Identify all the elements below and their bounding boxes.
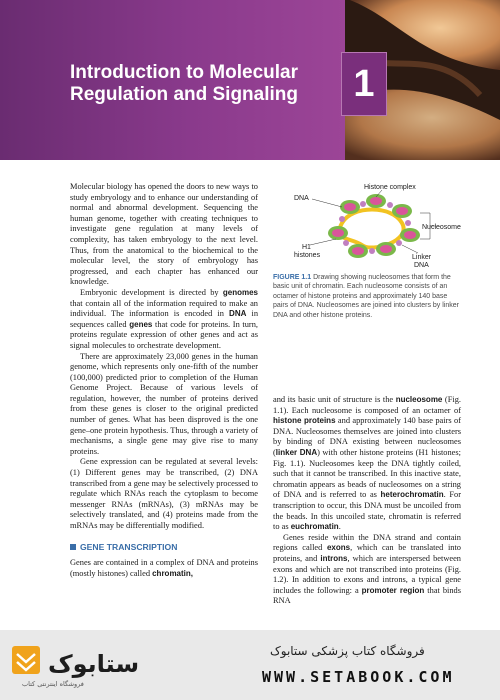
figure-caption-label: FIGURE 1.1 (273, 274, 312, 281)
key-term: euchromatin (290, 522, 339, 532)
left-column (70, 182, 258, 579)
key-term: exons (326, 543, 351, 553)
store-name: فروشگاه کتاب پزشکی ستابوک (270, 644, 425, 658)
key-term: chromatin, (152, 568, 194, 578)
key-term: promoter region (361, 585, 425, 595)
figure-label: Histone complex (364, 184, 416, 191)
chapter-banner (0, 0, 500, 160)
right-column (273, 395, 461, 607)
paragraph: Gene expression can be regulated at several levels: (1) Different genes may be transcribed, (2) DNA transcribed from a gene may be selectively processed to regulate which RNAs reach the cytoplasm to become messenger RNAs (mRNAs), (3) mRNAs may be selectively translated, and (4) proteins made from the mRNAs may be differentially modified. (70, 457, 258, 530)
key-term: introns (320, 553, 348, 563)
paragraph: Embryonic development is directed by genomes that contain all of the information required to make an individual. The information is encoded in DNA in sequences called genes that code for proteins. In turn, proteins regulate expression of other genes and act as signal molecules to orchestrate development. (70, 287, 259, 350)
paragraph: There are approximately 23,000 genes in the human genome, which represents only one-fifth of the number (100,000) predicted prior to completion of the Human Genome Project. Because of various levels of regulation, however, the number of proteins derived from these genes is closer to the original predicted number of genes. What has been disproved is the one gene–one protein hypothesis. Thus, through a variety of mechanisms, a single gene may give rise to many proteins. (70, 351, 258, 456)
paragraph: and its basic unit of structure is the nucleosome (Fig. 1.1). Each nucleosome is composed of an octamer of histone proteins and approximately 140 base pairs of DNA. Nucleosomes themselves are joined into clusters by binding of DNA existing between nucleosomes (linker DNA) with other histone proteins (H1 histones; Fig. 1.1). Nucleosomes keep the DNA tightly coiled, such that it cannot be transcribed. In this inactive state, chromatin appears as beads of nucleosomes on a string of DNA and is referred to as heterochromatin. For transcription to occur, this DNA must be uncoiled from the beads. In this uncoiled state, chromatin is referred to as euchromatin. (273, 395, 462, 532)
key-term: linker DNA (275, 447, 318, 457)
nucleosome-figure (272, 183, 462, 271)
dna-strand (339, 210, 404, 248)
paragraph: Genes are contained in a complex of DNA and proteins (mostly histones) called chromatin, (70, 558, 258, 578)
key-term: genes (129, 319, 153, 329)
key-term: heterochromatin (380, 490, 444, 500)
key-term: DNA (229, 309, 247, 319)
figure-label: histones (294, 252, 321, 259)
heading-square-icon (70, 544, 76, 550)
chapter-number: 1 (341, 52, 387, 116)
footer-watermark (0, 630, 500, 700)
logo-subtitle: فروشگاه اینترنتی کتاب (22, 680, 84, 688)
store-url[interactable]: WWW.SETABOOK.COM (262, 668, 455, 686)
paragraph: Genes reside within the DNA strand and contain regions called exons, which can be translated into proteins, and introns, which are interspersed between exons and which are not transcribed into proteins (Fig. 1.2). In addition to exons and introns, a typical gene includes the following: a promoter region that binds RNA (273, 532, 461, 606)
paragraph: Molecular biology has opened the doors to new ways to study embryology and to enhance our understanding of normal and abnormal development. Sequencing the human genome, together with creating techniques to investigate gene regulation at many levels of complexity, has taken embryology to the next level. Thus, from the anatomical to the biochemical to the molecular level, the story of embryology has progressed, and each chapter has enhanced our knowledge. (70, 182, 258, 287)
figure-label: Nucleosome (422, 224, 461, 231)
key-term: histone proteins (273, 416, 336, 426)
figure-label: DNA (294, 195, 309, 202)
svg-text:ستابوک: ستابوک (48, 650, 140, 678)
section-heading: GENE TRANSCRIPTION (70, 542, 258, 553)
figure-label: DNA (414, 262, 429, 269)
chapter-title: Introduction to Molecular Regulation and Signaling (70, 62, 298, 105)
figure-caption: FIGURE 1.1 Drawing showing nucleosomes that form the basic unit of chromatin. Each nucleosome consists of an octamer of histone proteins and approximately 140 base pairs of DNA. Nucleosomes are joined into clusters by linker DNA and other histone proteins. (273, 274, 459, 319)
figure-label: Linker (412, 254, 432, 261)
figure-label: H1 (302, 244, 311, 251)
key-term: nucleosome (395, 395, 443, 404)
key-term: genomes (222, 287, 258, 297)
